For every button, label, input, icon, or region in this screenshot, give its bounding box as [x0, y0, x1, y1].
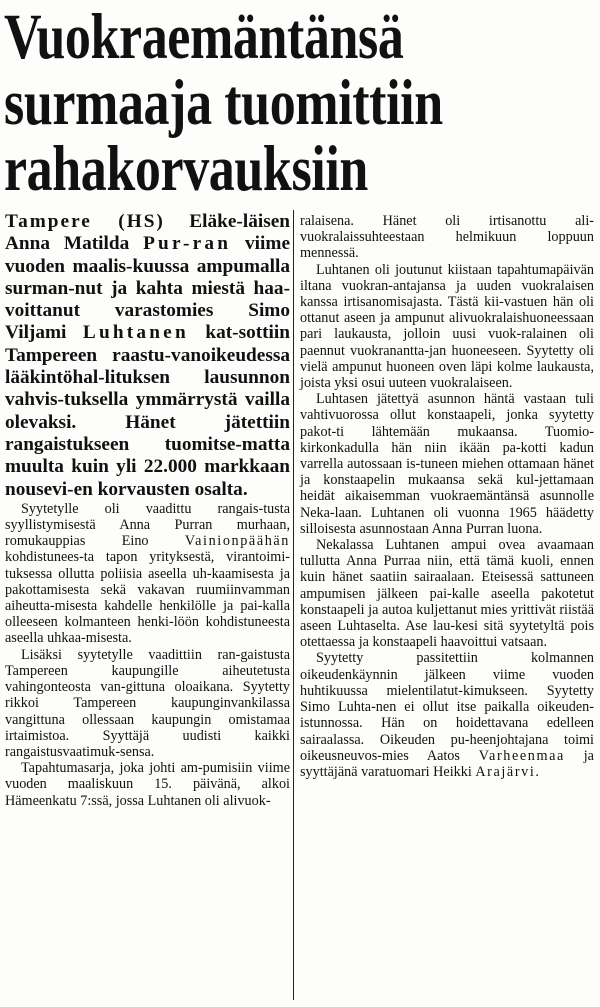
defendant-name: Luhtanen — [82, 322, 189, 344]
prosecutor-name: Arajärvi — [475, 763, 536, 780]
right-column — [300, 213, 594, 780]
body-paragraph: Syytetty passitettiin kolmannen oikeudenkäynnin jälkeen viime vuoden huhtikuussa mielentilatut-kimukseen. Syytetty Simo Luhta-nen ei ollut itse paikalla oikeuden-istunnossa. Hän on hoidettavana edelleen sairaalassa. Oikeuden pu-heenjohtajana toimi oikeusneuvos-mies Aatos Varheenmaa ja syyttäjänä varatuomari Heikki Arajärvi. — [300, 650, 594, 780]
body-paragraph: Luhtasen jätettyä asunnon häntä vastaan tuli vahtivuorossa ollut konstaapeli, jonka syytetty pakot-ti lähtemään mukaansa. Tuomio-kirkonkadulla hän niin ikään pa-kotti kadun varrella autossaan is-tuneen miehen ottamaan hänet ja konstaapelin mukaansa sekä kul-jettamaan heidät aikaisemman vuokraemäntänsä asunnolle Neka-laan. Luhtanen oli vuonna 1965 häädetty silloisesta asunnostaan Anna Purran luona. — [300, 391, 594, 537]
body-paragraph: Syytetylle oli vaadittu rangais-tusta syyllistymisestä Anna Purran murhaan, romukauppias Eino Vainionpäähän kohdistunees-ta tapon yrityksestä, virantoimi-tuksessa ollutta poliisia aseella uh-kaamisesta ja pakottamisesta sekä vakavan ruumiinvamman aiheutta-misesta kahdelle henkilölle ja pai-kalla olleeseen kolmanteen henki-löön kohdistuneesta aseella uhkaa-misesta. — [5, 500, 290, 647]
left-column — [5, 211, 290, 809]
lead-paragraph: Tampere (HS) Eläke-läisen Anna Matilda Pur-ran viime vuoden maalis-kuussa ampumalla surman-nut ja kahta miestä haa-voittanut varastomies Simo Viljami Luhtanen kat-sottiin Tampereen raastu-vanoikeudessa lääkintöhal-lituksen lausunnon vahvis-tuksella ymmärrystä vailla olevaksi. Hänet jätettiin rangaistukseen tuomitse-matta muulta kuin yli 22.000 markkaan nousevi-en korvausten osalta. — [5, 211, 291, 500]
headline-line-3: rahakorvauksiin — [4, 133, 368, 205]
body-paragraph: ralaisena. Hänet oli irtisanottu ali-vuokralaissuhteestaan helmikuun loppuun mennessä. — [300, 213, 594, 262]
judge-name: Varheenmaa — [478, 747, 565, 764]
dateline: Tampere (HS) — [5, 211, 165, 232]
headline-line-2: surmaaja tuomittiin — [4, 67, 443, 139]
headline — [4, 1, 478, 205]
body-paragraph: Luhtanen oli joutunut kiistaan tapahtumapäivän iltana vuokran-antajansa ja uuden vuokralaisen kanssa irtisanomisajasta. Tästä kii-vastuen hän oli ottanut aseen ja ampunut alivuokralaishuoneessaan pari laukausta, jolloin uusi vuok-ralainen oli paennut vuokranantta-jan huoneeseen. Syytetty oli vielä ampunut huoneen oven läpi kolme laukausta, joista yksi osui uuteen vuokralaiseen. — [300, 261, 594, 392]
victim-name: Pur-ran — [143, 233, 232, 255]
body-paragraph: Nekalassa Luhtanen ampui ovea avaamaan tullutta Anna Purraa niin, että tämä kuoli, ennen kuin hänet saatiin sairaalaan. Eteisessä sattuneen ampumisen jälkeen pai-kalle aseella pakotetut konstaapeli ja autoa kuljettanut mies yrittivät riistää aseen Luhtaselta. Ase lau-kesi sitä syytetyltä pois otettaessa ja konstaapeli haavoittui vatsaan. — [300, 537, 594, 651]
column-divider — [293, 210, 294, 1000]
body-paragraph: Tapahtumasarja, joka johti am-pumisiin viime vuoden maaliskuun 15. päivänä, alkoi Hämeenkatu 7:ssä, jossa Luhtanen oli alivuok- — [5, 760, 290, 809]
body-paragraph: Lisäksi syytetylle vaadittiin ran-gaistusta Tampereen kaupungille aiheutetusta vahingonteosta van-gittuna oloaikana. Syytetty rikkoi Tampereen kaupunginvankilassa vangittuna ollessaan kaupungin omistamaa irtaimistoa. Syyttäjä uudisti kaikki rangaistusvaatimuk-sensa. — [5, 646, 290, 760]
headline-line-1: Vuokraemäntänsä — [4, 1, 404, 73]
